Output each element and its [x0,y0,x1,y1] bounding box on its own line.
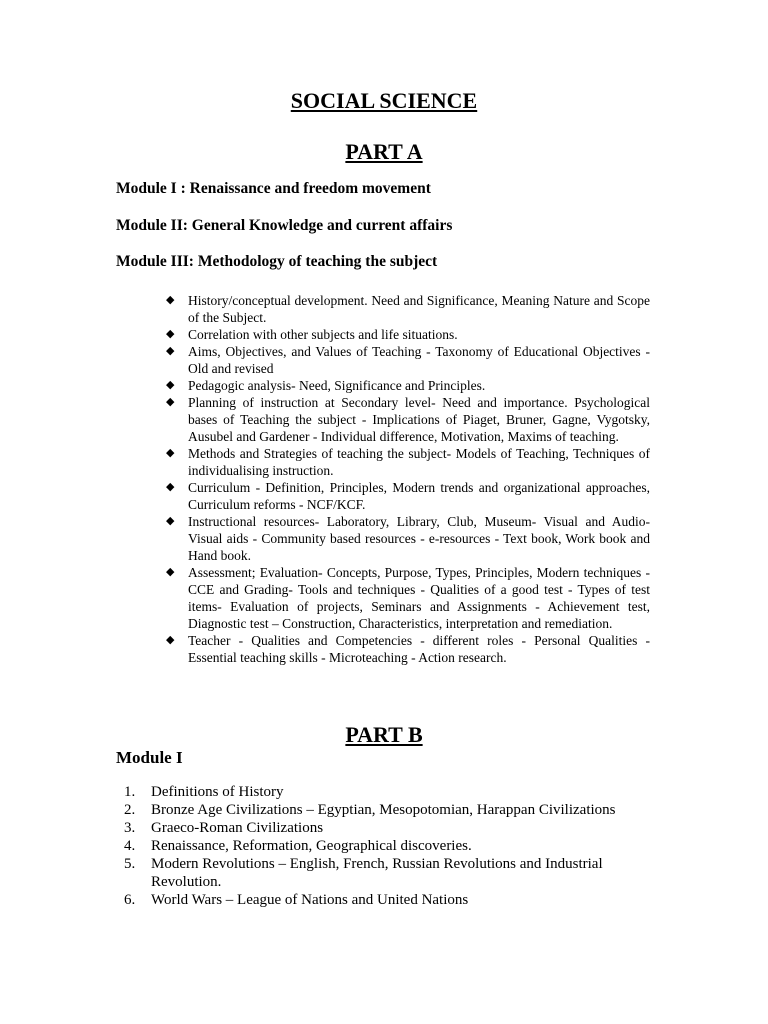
list-item: ◆ Aims, Objectives, and Values of Teaching - Taxonomy of Educational Objectives - Old and revised [166,344,650,376]
diamond-bullet-icon: ◆ [166,345,175,357]
list-item: 4. Renaissance, Reformation, Geographical discoveries. [124,838,472,854]
list-item: 1. Definitions of History [124,784,284,800]
list-item: ◆ Assessment; Evaluation- Concepts, Purpose, Types, Principles, Modern techniques - CCE and Grading- Tools and techniques - Qualities of a good test - Types of test items- Evaluation of projects, Seminars and Assignments - Achievement test, Diagnostic test – Construction, Characteristics, interpretation and remediation. [166,565,650,631]
page-title: SOCIAL SCIENCE [290,88,478,113]
diamond-bullet-icon: ◆ [166,328,175,340]
methodology-bullet-list [166,292,650,666]
list-item: ◆ Correlation with other subjects and life situations. [166,327,458,342]
list-item: ◆ Planning of instruction at Secondary level- Need and importance. Psychological bases of Teaching the subject - Implications of Piaget, Bruner, Gagne, Vygotsky, Ausubel and Gardener - Individual difference, Motivation, Maxims of teaching. [166,395,650,444]
module-3-heading: Module III: Methodology of teaching the subject [116,253,438,270]
diamond-bullet-icon: ◆ [166,481,175,493]
diamond-bullet-icon: ◆ [166,634,175,646]
diamond-bullet-icon: ◆ [166,396,175,408]
list-item: 5. Modern Revolutions – English, French, Russian Revolutions and Industrial Revolution. [124,856,603,890]
part-b-heading: PART B [345,722,423,747]
diamond-bullet-icon: ◆ [166,379,175,391]
part-a-heading: PART A [345,139,423,164]
diamond-bullet-icon: ◆ [166,515,175,527]
list-item: ◆ History/conceptual development. Need and Significance, Meaning Nature and Scope of the Subject. [166,293,650,325]
diamond-bullet-icon: ◆ [166,566,175,578]
history-topic-list [124,783,644,909]
list-item: ◆ Pedagogic analysis- Need, Significance and Principles. [166,378,486,393]
list-item: 6. World Wars – League of Nations and United Nations [124,892,469,908]
list-item: ◆ Curriculum - Definition, Principles, Modern trends and organizational approaches, Curriculum reforms - NCF/KCF. [166,480,650,512]
module-2-heading: Module II: General Knowledge and current affairs [116,217,453,234]
list-item: ◆ Teacher - Qualities and Competencies - different roles - Personal Qualities - Essential teaching skills - Microteaching - Action research. [166,633,650,665]
module-1-heading: Module I : Renaissance and freedom movement [116,180,431,197]
diamond-bullet-icon: ◆ [166,447,175,459]
list-item: 3. Graeco-Roman Civilizations [124,820,324,836]
diamond-bullet-icon: ◆ [166,294,175,306]
list-item: 2. Bronze Age Civilizations – Egyptian, Mesopotomian, Harappan Civilizations [124,802,616,818]
part-b-module-heading: Module I [116,748,183,767]
list-item: ◆ Methods and Strategies of teaching the subject- Models of Teaching, Techniques of individualising instruction. [166,446,650,478]
list-item: ◆ Instructional resources- Laboratory, Library, Club, Museum- Visual and Audio-Visual aids - Community based resources - e-resources - Text book, Work book and Hand book. [166,514,650,563]
